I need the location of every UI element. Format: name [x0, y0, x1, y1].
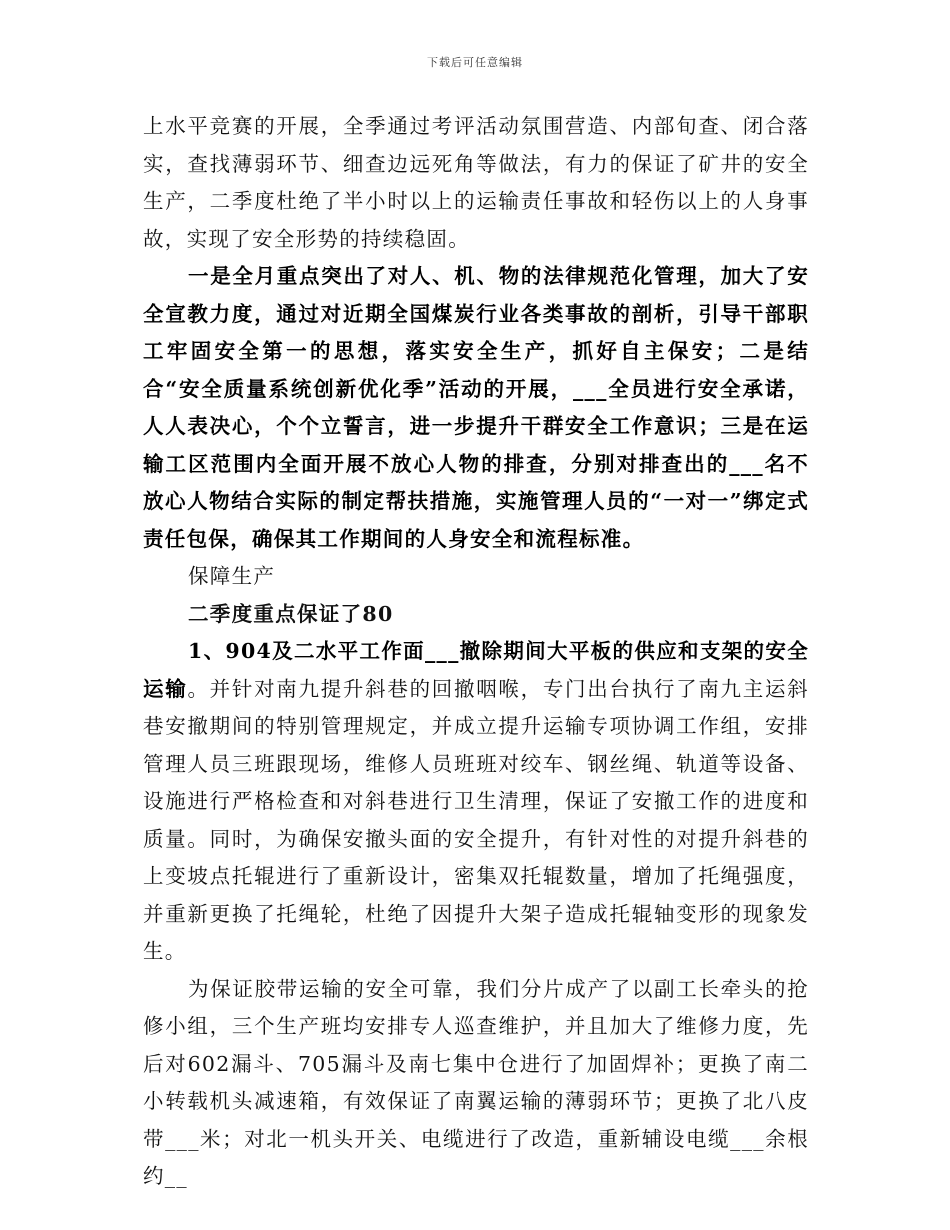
paragraph-2-bold: 一是全月重点突出了对人、机、物的法律规范化管理，加大了安全宣教力度，通过对近期全国煤炭行业各类事故的剖析，引导干部职工牢固安全第一的思想，落实安全生产，抓好自主保安；二是结合“安全质量系统创新优化季”活动的开展，___全员进行安全承诺，人人表决心，个个立誓言，进一步提升干群安全工作意识；三是在运输工区范围内全面开展不放心人物的排查，分别对排查出的___名不放心人物结合实际的制定帮扶措施，实施管理人员的“一对一”绑定式责任包保，确保其工作期间的人身安全和流程标准。	[143, 264, 809, 551]
section-label-safeguard-production: 保障生产	[188, 564, 276, 588]
document-body	[143, 108, 809, 1196]
paragraph-5-body: 。并针对南九提升斜巷的回撤咽喉，专门出台执行了南九主运斜巷安撤期间的特别管理规定，并成立提升运输专项协调工作组，安排管理人员三班跟现场，维修人员班班对绞车、钢丝绳、轨道等设备、设施进行严格检查和对斜巷进行卫生清理，保证了安撤工作的进度和质量。同时，为确保安撤头面的安全提升，有针对性的对提升斜巷的上变坡点托辊进行了重新设计，密集双托辊数量，增加了托绳强度，并重新更换了托绳轮，杜绝了因提升大架子造成托辊轴变形的现象发生。	[143, 676, 809, 963]
page-header: 下载后可任意编辑	[427, 56, 523, 69]
paragraph-1: 上水平竞赛的开展，全季通过考评活动氛围营造、内部旬查、闭合落实，查找薄弱环节、细查边远死角等做法，有力的保证了矿井的安全生产，二季度杜绝了半小时以上的运输责任事故和轻伤以上的人身事故，实现了安全形势的持续稳固。	[143, 114, 809, 251]
section-heading-q2: 二季度重点保证了80	[188, 601, 394, 626]
paragraph-6: 为保证胶带运输的安全可靠，我们分片成产了以副工长牵头的抢修小组，三个生产班均安排专人巡查维护，并且加大了维修力度，先后对602漏斗、705漏斗及南七集中仓进行了加固焊补；更换了南二小转载机头减速箱，有效保证了南翼运输的薄弱环节；更换了北八皮带___米；对北一机头开关、电缆进行了改造，重新辅设电缆___余根约__	[143, 976, 809, 1188]
paragraph-5	[143, 633, 809, 971]
paragraph-5-bold-lead: 1、904及二水平工作面___撤除期间大平板的供应和支架的安全运输	[143, 639, 809, 701]
